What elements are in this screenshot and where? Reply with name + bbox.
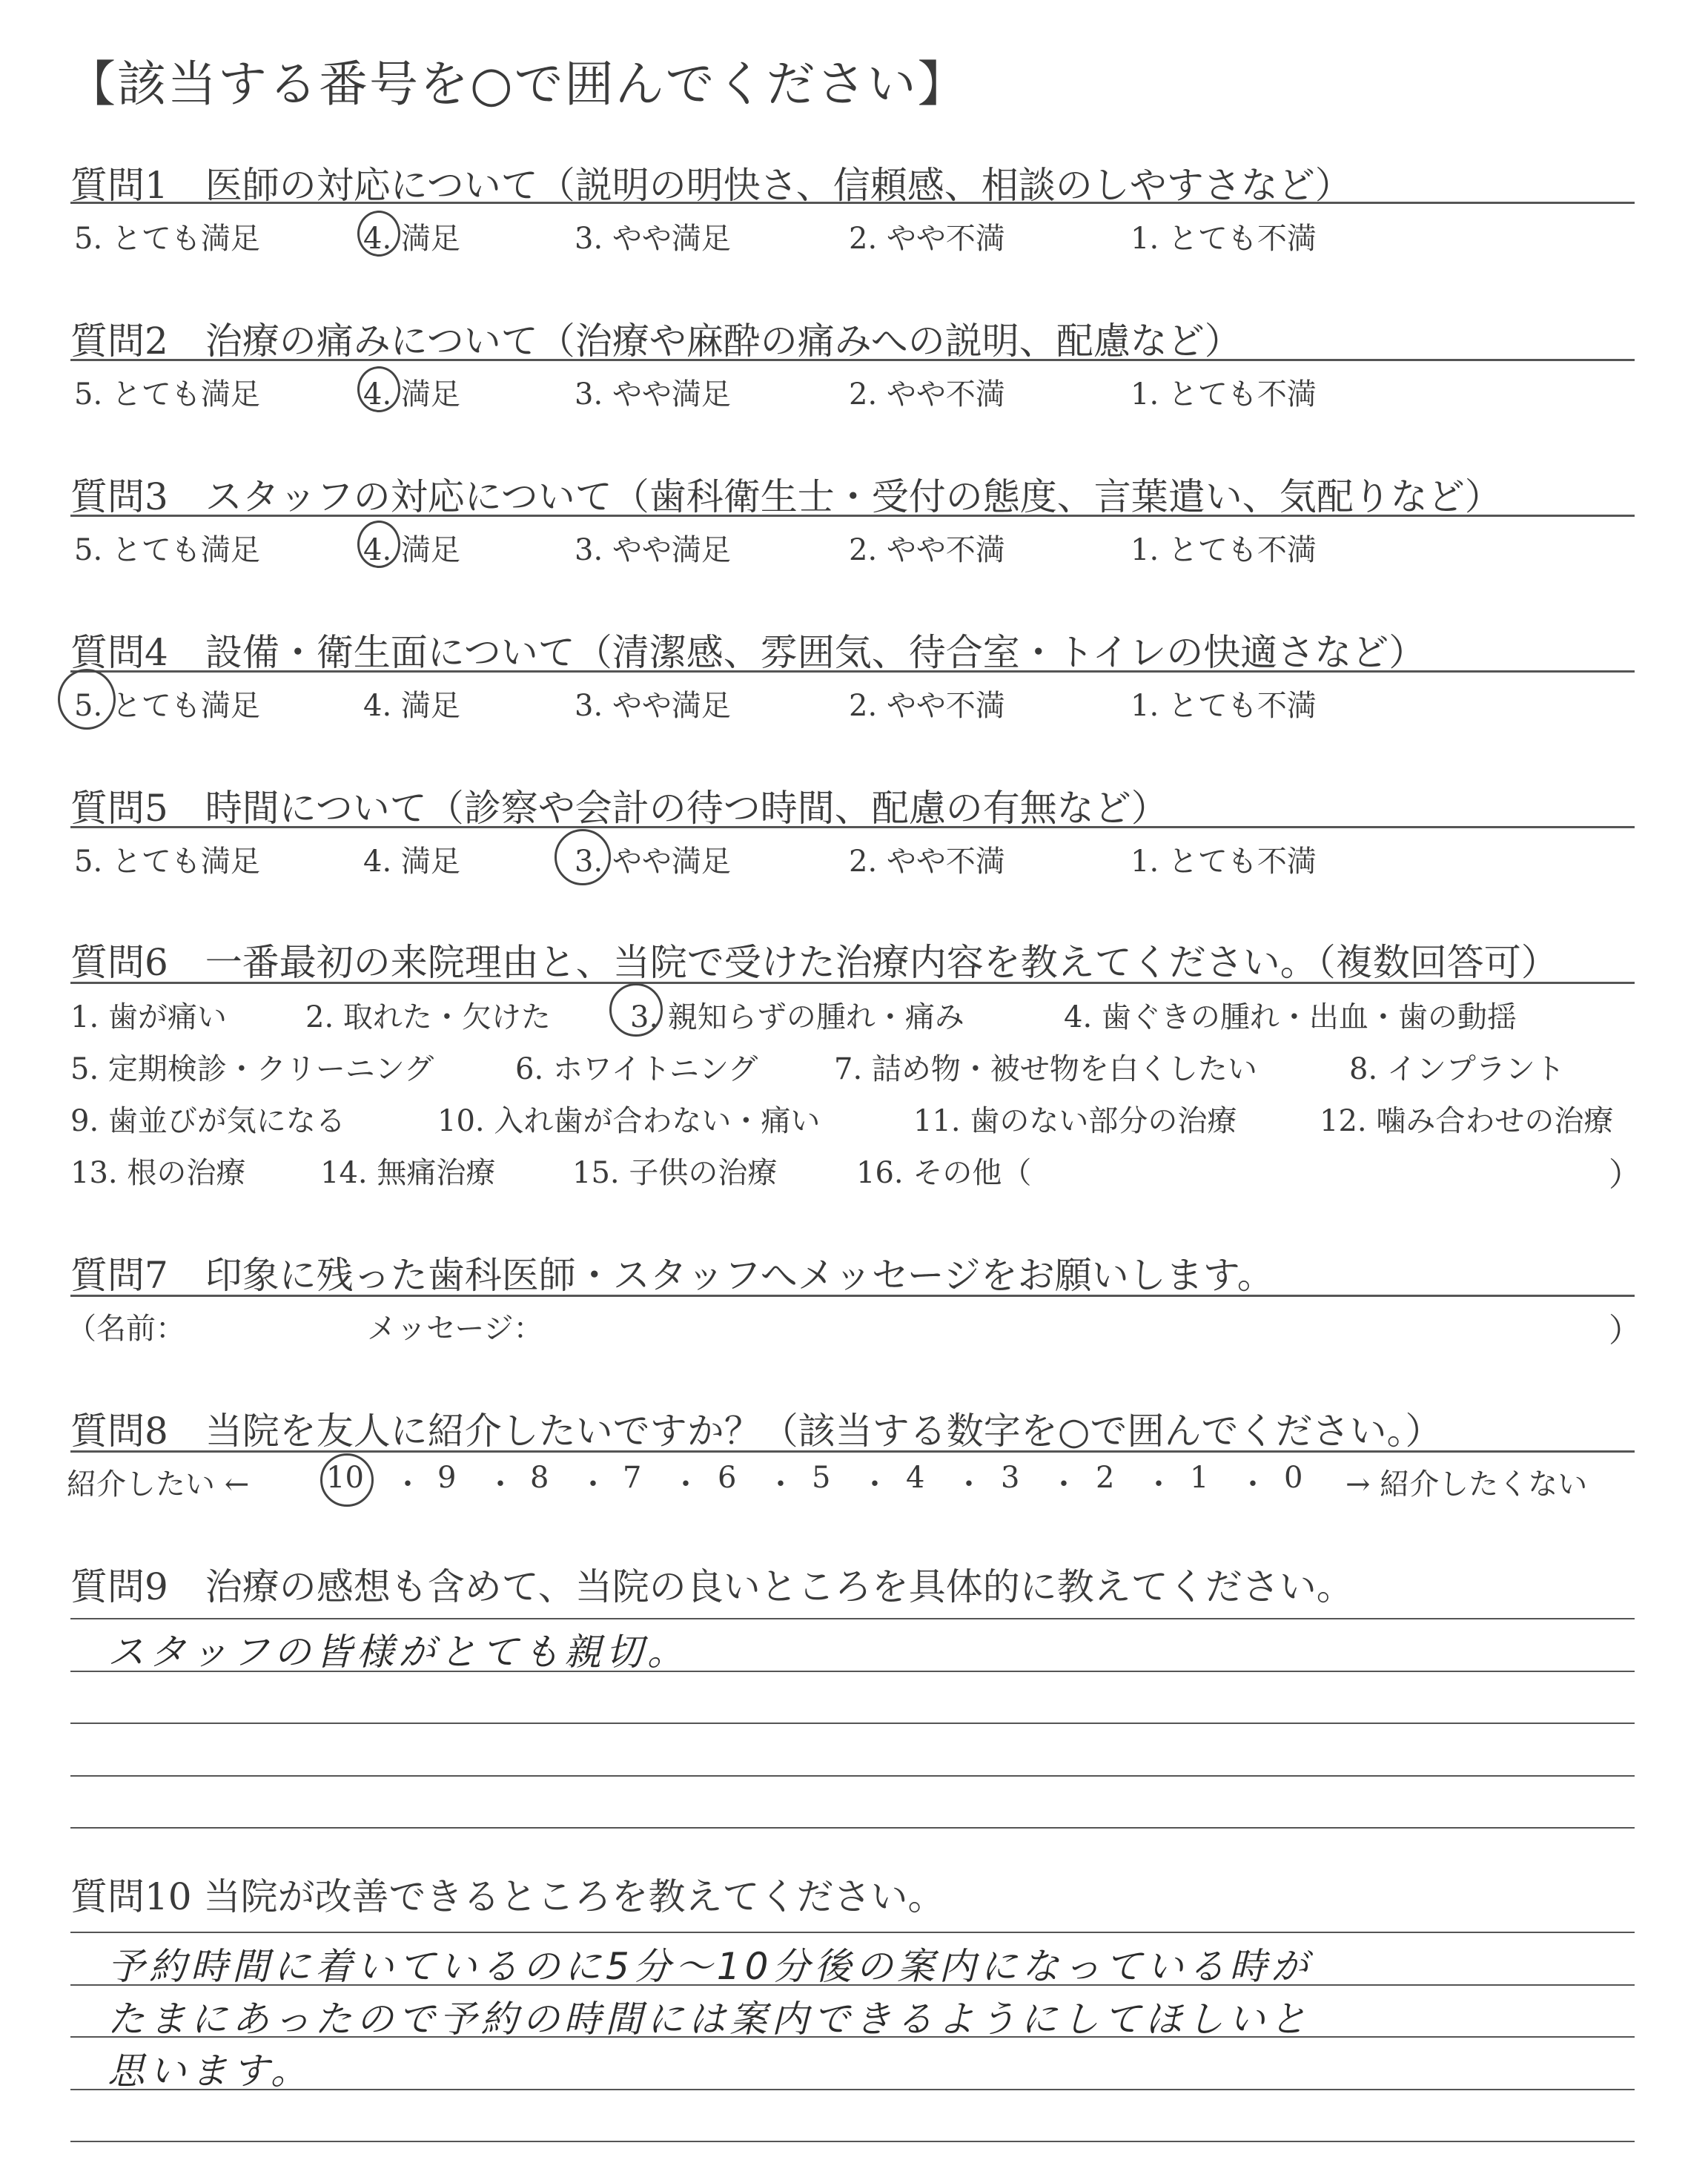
q9-writing-line: [70, 1618, 1635, 1619]
q2-selection-circle: [357, 366, 400, 412]
q4-option-2[interactable]: 2. やや不満: [849, 689, 1005, 723]
q6-option-15[interactable]: 15. 子供の治療: [572, 1156, 778, 1190]
q1-selection-circle: [357, 211, 400, 257]
q8-score-7[interactable]: 7: [623, 1461, 642, 1495]
q6-option-2[interactable]: 2. 取れた・欠けた: [305, 1000, 551, 1034]
q8-score-5[interactable]: 5: [812, 1461, 831, 1495]
q5-rule: [70, 826, 1635, 828]
q10-handwritten-answer-line3: 思います。: [107, 2050, 312, 2093]
q7-question: 質問7 印象に残った歯科医師・スタッフへメッセージをお願いします。: [70, 1254, 1274, 1297]
q6-rule: [70, 982, 1635, 984]
q1-question: 質問1 医師の対応について（説明の明快さ、信頼感、相談のしやすさなど）: [70, 164, 1352, 207]
q8-dot: ・: [393, 1467, 423, 1502]
q1-option-5[interactable]: 5. とても満足: [74, 222, 260, 256]
q3-question: 質問3 スタッフの対応について（歯科衛生士・受付の態度、言葉遣い、気配りなど）: [70, 475, 1502, 518]
q1-rule: [70, 202, 1635, 204]
q8-left-label: 紹介したい ←: [67, 1467, 250, 1502]
q6-option-5[interactable]: 5. 定期検診・クリーニング: [70, 1052, 434, 1086]
q8-dot: ・: [766, 1467, 795, 1502]
q5-question: 質問5 時間について（診察や会計の待つ時間、配慮の有無など）: [70, 787, 1168, 830]
q6-option-13[interactable]: 13. 根の治療: [70, 1156, 246, 1190]
q8-score-10[interactable]: 10: [326, 1461, 364, 1495]
q2-rule: [70, 359, 1635, 361]
q8-dot: ・: [1049, 1467, 1079, 1502]
q8-score-3[interactable]: 3: [1001, 1461, 1020, 1495]
q5-option-2[interactable]: 2. やや不満: [849, 845, 1005, 879]
q8-dot: ・: [954, 1467, 984, 1502]
q10-question: 質問10 当院が改善できるところを教えてください。: [70, 1875, 945, 1918]
q4-option-5[interactable]: 5. とても満足: [74, 689, 260, 723]
q5-option-4[interactable]: 4. 満足: [363, 845, 460, 879]
q6-option-10[interactable]: 10. 入れ歯が合わない・痛い: [437, 1104, 821, 1138]
q10-writing-line: [70, 1932, 1635, 1933]
q6-option-6[interactable]: 6. ホワイトニング: [515, 1052, 758, 1086]
q6-option-8[interactable]: 8. インプラント: [1349, 1052, 1565, 1086]
q8-rule: [70, 1450, 1635, 1453]
q2-option-4[interactable]: 4. 満足: [363, 377, 460, 412]
q6-option-11[interactable]: 11. 歯のない部分の治療: [913, 1104, 1237, 1138]
q8-score-2[interactable]: 2: [1096, 1461, 1115, 1495]
q8-score-6[interactable]: 6: [718, 1461, 737, 1495]
q9-writing-line: [70, 1827, 1635, 1829]
q6-question: 質問6 一番最初の来院理由と、当院で受けた治療内容を教えてください。（複数回答可）: [70, 941, 1558, 984]
q3-option-2[interactable]: 2. やや不満: [849, 533, 1005, 567]
q3-option-3[interactable]: 3. やや満足: [575, 533, 731, 567]
q2-option-5[interactable]: 5. とても満足: [74, 377, 260, 412]
page-title: 【該当する番号を○で囲んでください】: [67, 56, 968, 113]
q6-option-1[interactable]: 1. 歯が痛い: [70, 1000, 227, 1034]
q7-close-paren: ）: [1609, 1312, 1641, 1350]
q8-dot: ・: [578, 1467, 608, 1502]
q4-rule: [70, 670, 1635, 673]
q3-selection-circle: [357, 521, 400, 568]
q4-option-4[interactable]: 4. 満足: [363, 689, 460, 723]
q1-option-4[interactable]: 4. 満足: [363, 222, 460, 256]
q6-option-14[interactable]: 14. 無痛治療: [320, 1156, 496, 1190]
q6-option-12[interactable]: 12. 噛み合わせの治療: [1320, 1104, 1614, 1138]
q9-handwritten-answer: スタッフの皆様がとても親切。: [107, 1631, 689, 1674]
q5-option-1[interactable]: 1. とても不満: [1131, 845, 1317, 879]
q3-rule: [70, 515, 1635, 517]
q7-name-label: （名前：: [67, 1312, 185, 1346]
q8-score-1[interactable]: 1: [1190, 1461, 1209, 1495]
q5-option-3[interactable]: 3. やや満足: [575, 845, 731, 879]
q5-selection-circle: [555, 829, 611, 885]
q8-score-8[interactable]: 8: [530, 1461, 549, 1495]
q6-option-16[interactable]: 16. その他（: [856, 1156, 1032, 1190]
q7-rule: [70, 1295, 1635, 1297]
q8-right-label: → 紹介したくない: [1345, 1467, 1588, 1502]
q1-option-3[interactable]: 3. やや満足: [575, 222, 731, 256]
q5-option-5[interactable]: 5. とても満足: [74, 845, 260, 879]
q4-option-3[interactable]: 3. やや満足: [575, 689, 731, 723]
q8-question: 質問8 当院を友人に紹介したいですか？（該当する数字を○で囲んでください。）: [70, 1410, 1443, 1453]
q6-option-3[interactable]: 3. 親知らずの腫れ・痛み: [630, 1000, 964, 1034]
q6-selection-circle: [609, 983, 663, 1037]
q7-message-label: メッセージ：: [367, 1312, 543, 1346]
q2-option-2[interactable]: 2. やや不満: [849, 377, 1005, 412]
q3-option-1[interactable]: 1. とても不満: [1131, 533, 1317, 567]
q3-option-4[interactable]: 4. 満足: [363, 533, 460, 567]
q8-selection-circle: [320, 1453, 374, 1507]
q1-option-1[interactable]: 1. とても不満: [1131, 222, 1317, 256]
q8-dot: ・: [860, 1467, 890, 1502]
q10-handwritten-answer-line1: 予約時間に着いているのに5分～10分後の案内になっている時が: [107, 1945, 1313, 1988]
q6-option-4[interactable]: 4. 歯ぐきの腫れ・出血・歯の動揺: [1064, 1000, 1517, 1034]
q8-dot: ・: [1238, 1467, 1268, 1502]
q8-score-9[interactable]: 9: [437, 1461, 457, 1495]
q8-score-4[interactable]: 4: [906, 1461, 925, 1495]
q6-other-close-paren: ）: [1609, 1156, 1641, 1194]
q4-option-1[interactable]: 1. とても不満: [1131, 689, 1317, 723]
q8-score-0[interactable]: 0: [1284, 1461, 1303, 1495]
q6-option-9[interactable]: 9. 歯並びが気になる: [70, 1104, 345, 1138]
q2-option-3[interactable]: 3. やや満足: [575, 377, 731, 412]
q4-question: 質問4 設備・衛生面について（清潔感、雰囲気、待合室・トイレの快適さなど）: [70, 631, 1426, 674]
q1-option-2[interactable]: 2. やや不満: [849, 222, 1005, 256]
q10-writing-line: [70, 2141, 1635, 2142]
q8-dot: ・: [671, 1467, 701, 1502]
q10-handwritten-answer-line2: たまにあったので予約の時間には案内できるようにしてほしいと: [107, 1998, 1311, 2041]
q2-question: 質問2 治療の痛みについて（治療や麻酔の痛みへの説明、配慮など）: [70, 320, 1242, 363]
q9-writing-line: [70, 1723, 1635, 1724]
q8-dot: ・: [1144, 1467, 1174, 1502]
q4-selection-circle: [58, 669, 116, 730]
q3-option-5[interactable]: 5. とても満足: [74, 533, 260, 567]
q2-option-1[interactable]: 1. とても不満: [1131, 377, 1317, 412]
q9-question: 質問9 治療の感想も含めて、当院の良いところを具体的に教えてください。: [70, 1565, 1354, 1608]
q8-dot: ・: [486, 1467, 515, 1502]
q6-option-7[interactable]: 7. 詰め物・被せ物を白くしたい: [834, 1052, 1257, 1086]
q9-writing-line: [70, 1775, 1635, 1777]
